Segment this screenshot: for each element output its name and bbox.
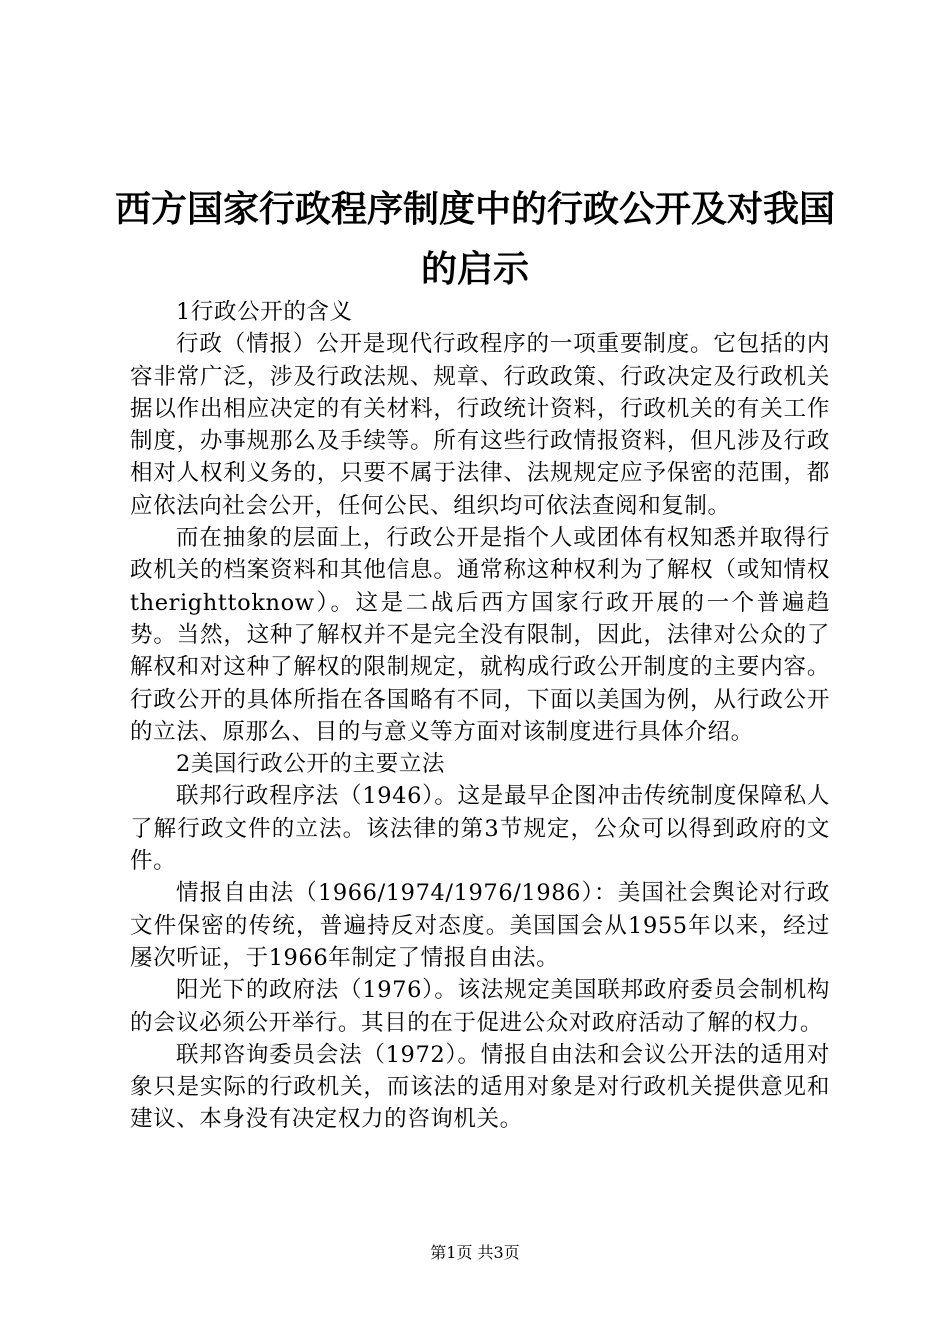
- document-body: [130, 296, 830, 1136]
- page-footer: 第1页 共3页: [430, 1243, 520, 1262]
- document-title-line-1: 西方国家行政程序制度中的行政公开及对我国: [114, 189, 835, 230]
- paragraph: 联邦咨询委员会法（1972）。情报自由法和会议公开法的适用对象只是实际的行政机关，而该法的适用对象是对行政机关提供意见和建议、本身没有决定权力的咨询机关。: [130, 1041, 830, 1133]
- paragraph: 行政（情报）公开是现代行政程序的一项重要制度。它包括的内容非常广泛，涉及行政法规、规章、行政政策、行政决定及行政机关据以作出相应决定的有关材料，行政统计资料，行政机关的有关工作制度，办事规那么及手续等。所有这些行政情报资料，但凡涉及行政相对人权利义务的，只要不属于法律、法规规定应予保密的范围，都应依法向社会公开，任何公民、组织均可依法查阅和复制。: [130, 331, 830, 519]
- paragraph: 而在抽象的层面上，行政公开是指个人或团体有权知悉并取得行政机关的档案资料和其他信息。通常称这种权利为了解权（或知情权therighttoknow）。这是二战后西方国家行政开展的一个普遍趋势。当然，这种了解权并不是完全没有限制，因此，法律对公众的了解权和对这种了解权的限制规定，就构成行政公开制度的主要内容。行政公开的具体所指在各国略有不同，下面以美国为例，从行政公开的立法、原那么、目的与意义等方面对该制度进行具体介绍。: [130, 525, 830, 745]
- paragraph: 阳光下的政府法（1976）。该法规定美国联邦政府委员会制机构的会议必须公开举行。其目的在于促进公众对政府活动了解的权力。: [130, 977, 830, 1036]
- paragraph: 联邦行政程序法（1946）。这是最早企图冲击传统制度保障私人了解行政文件的立法。该法律的第3节规定，公众可以得到政府的文件。: [130, 783, 830, 875]
- paragraph: 情报自由法（1966/1974/1976/1986）：美国社会舆论对行政文件保密的传统，普遍持反对态度。美国国会从1955年以来，经过屡次听证，于1966年制定了情报自由法。: [130, 880, 830, 971]
- section-heading-2: 2美国行政公开的主要立法: [176, 751, 446, 778]
- section-heading-1: 1行政公开的含义: [176, 299, 353, 325]
- document-title-line-2: 的启示: [420, 249, 529, 290]
